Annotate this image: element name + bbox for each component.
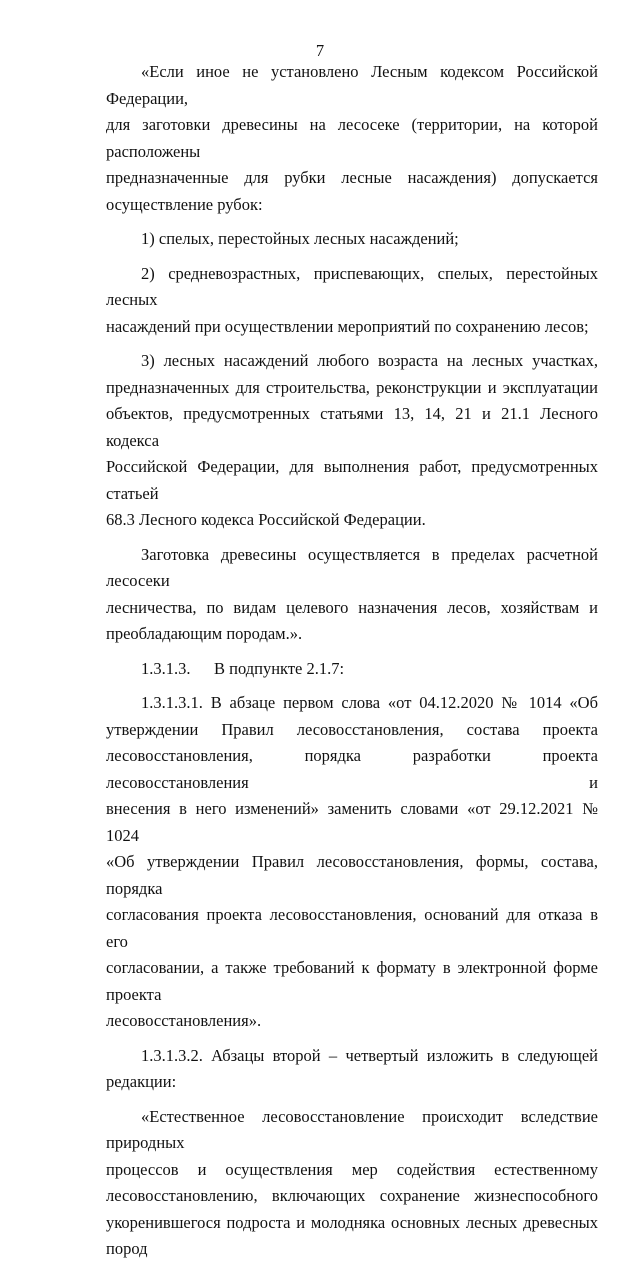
page-number: 7 — [315, 41, 325, 60]
paragraph-gap — [106, 340, 598, 348]
text-line: преобладающим породам.». — [106, 624, 303, 643]
text-line: Заготовка древесины осуществляется в пределах расчетной лесосеки — [106, 544, 598, 590]
paragraph-gap — [106, 218, 598, 226]
paragraph-gap — [106, 253, 598, 261]
text-line: лесовосстановлению, включающих сохранение жизнеспособного — [106, 1186, 598, 1205]
text-line: лесовосстановления». — [106, 1011, 262, 1030]
clause-text: В подпункте 2.1.7: — [214, 658, 345, 678]
text-line: объектов, предусмотренных статьями 13, 14, 21 и 21.1 Лесного кодекса — [106, 404, 598, 450]
paragraph-b3 — [106, 261, 598, 341]
paragraph-b7 — [106, 690, 598, 1035]
paragraph-gap — [106, 534, 598, 542]
paragraph-gap — [106, 1035, 598, 1043]
paragraph-gap — [106, 1096, 598, 1104]
text-line: редакции: — [106, 1072, 177, 1091]
text-line: предназначенных для строительства, реконструкции и эксплуатации — [106, 377, 598, 397]
text-line: 1.3.1.3.1. В абзаце первом слова «от 04.12.2020 № 1014 «Об — [141, 693, 598, 712]
text-line: 1) спелых, перестойных лесных насаждений; — [141, 229, 459, 248]
paragraph-b8 — [106, 1043, 598, 1096]
text-line: «Если иное не установлено Лесным кодексом Российской Федерации, — [106, 62, 598, 108]
text-line: согласовании, а также требований к формату в электронной форме проекта — [106, 958, 598, 1004]
clause-number: 1.3.1.3. — [141, 658, 191, 678]
text-line: внесения в него изменений» заменить словами «от 29.12.2021 № 1024 — [106, 799, 598, 845]
text-line: лесовосстановления, порядка разработки проекта лесовосстановления и — [106, 746, 598, 792]
text-line: Российской Федерации, для выполнения работ, предусмотренных статьей — [106, 457, 598, 503]
text-line: предназначенные для рубки лесные насаждения) допускается — [106, 168, 598, 187]
text-line: насаждений при осуществлении мероприятий по сохранению лесов; — [106, 316, 589, 336]
paragraph-b9 — [106, 1104, 598, 1263]
text-line: для заготовки древесины на лесосеке (территории, на которой расположены — [106, 115, 598, 161]
paragraph-b2 — [106, 226, 598, 253]
text-line: «Об утверждении Правил лесовосстановления, формы, состава, порядка — [106, 852, 598, 898]
paragraph-b1 — [106, 59, 598, 218]
text-line: согласования проекта лесовосстановления, оснований для отказа в его — [106, 905, 598, 951]
text-line: «Естественное лесовосстановление происходит вследствие природных — [106, 1106, 598, 1152]
text-line: утверждении Правил лесовосстановления, состава проекта — [106, 719, 598, 739]
text-line: 3) лесных насаждений любого возраста на лесных участках, — [141, 351, 598, 370]
text-line: 68.3 Лесного кодекса Российской Федерации. — [106, 510, 426, 529]
paragraph-gap — [106, 682, 598, 690]
text-line: осуществление рубок: — [106, 194, 263, 214]
clause-b6 — [106, 656, 598, 683]
document-body — [106, 59, 598, 1263]
text-line: процессов и осуществления мер содействия естественному — [106, 1159, 598, 1179]
text-line: лесничества, по видам целевого назначения лесов, хозяйствам и — [106, 597, 598, 617]
text-line: 2) средневозрастных, приспевающих, спелых, перестойных лесных — [106, 263, 598, 309]
paragraph-b5 — [106, 542, 598, 648]
text-line: укоренившегося подроста и молодняка основных лесных древесных пород — [106, 1212, 598, 1258]
paragraph-b4 — [106, 348, 598, 534]
text-line: 1.3.1.3.2. Абзацы второй – четвертый изложить в следующей — [141, 1045, 598, 1065]
paragraph-gap — [106, 648, 598, 656]
